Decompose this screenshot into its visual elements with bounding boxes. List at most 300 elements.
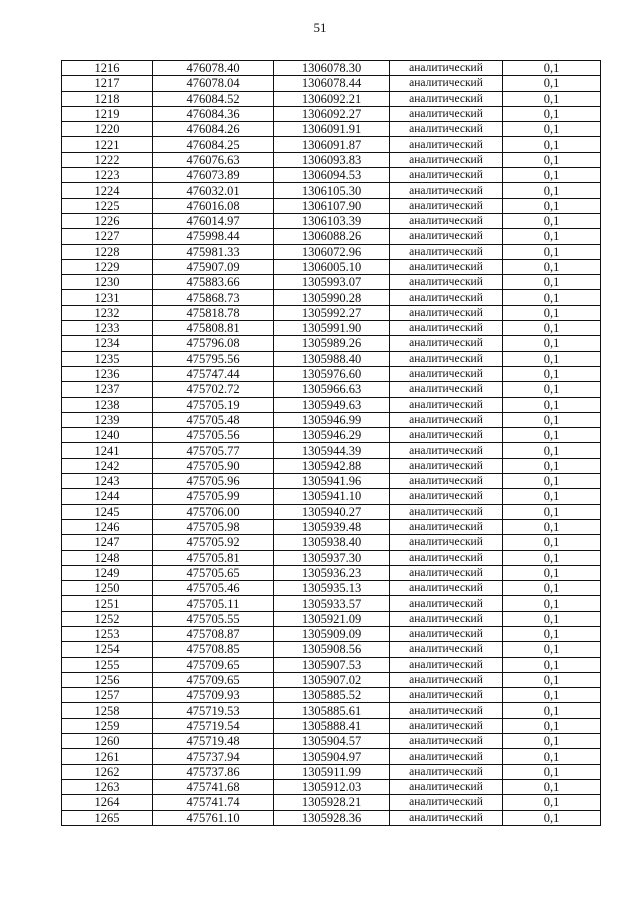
point-number-cell: 1244	[62, 489, 153, 504]
method-cell: аналитический	[390, 596, 503, 611]
method-cell: аналитический	[390, 229, 503, 244]
method-cell: аналитический	[390, 749, 503, 764]
x-coordinate-cell: 475808.81	[153, 321, 274, 336]
table-row	[62, 412, 601, 427]
table-row	[62, 519, 601, 534]
accuracy-cell: 0,1	[503, 550, 601, 565]
coordinates-table-body	[62, 61, 601, 826]
table-row	[62, 275, 601, 290]
y-coordinate-cell: 1306088.26	[274, 229, 390, 244]
y-coordinate-cell: 1305944.39	[274, 443, 390, 458]
point-number-cell: 1254	[62, 642, 153, 657]
x-coordinate-cell: 475705.19	[153, 397, 274, 412]
table-row	[62, 259, 601, 274]
y-coordinate-cell: 1305885.52	[274, 688, 390, 703]
point-number-cell: 1245	[62, 504, 153, 519]
x-coordinate-cell: 475709.65	[153, 657, 274, 672]
method-cell: аналитический	[390, 152, 503, 167]
method-cell: аналитический	[390, 351, 503, 366]
method-cell: аналитический	[390, 183, 503, 198]
y-coordinate-cell: 1305908.56	[274, 642, 390, 657]
point-number-cell: 1255	[62, 657, 153, 672]
table-row	[62, 397, 601, 412]
y-coordinate-cell: 1306103.39	[274, 213, 390, 228]
method-cell: аналитический	[390, 397, 503, 412]
point-number-cell: 1242	[62, 458, 153, 473]
method-cell: аналитический	[390, 213, 503, 228]
accuracy-cell: 0,1	[503, 244, 601, 259]
point-number-cell: 1237	[62, 382, 153, 397]
table-row	[62, 749, 601, 764]
method-cell: аналитический	[390, 137, 503, 152]
accuracy-cell: 0,1	[503, 76, 601, 91]
point-number-cell: 1263	[62, 779, 153, 794]
accuracy-cell: 0,1	[503, 168, 601, 183]
x-coordinate-cell: 475796.08	[153, 336, 274, 351]
x-coordinate-cell: 476084.26	[153, 122, 274, 137]
point-number-cell: 1261	[62, 749, 153, 764]
method-cell: аналитический	[390, 764, 503, 779]
accuracy-cell: 0,1	[503, 61, 601, 76]
accuracy-cell: 0,1	[503, 412, 601, 427]
y-coordinate-cell: 1305907.53	[274, 657, 390, 672]
x-coordinate-cell: 475737.86	[153, 764, 274, 779]
table-row	[62, 596, 601, 611]
y-coordinate-cell: 1306092.21	[274, 91, 390, 106]
y-coordinate-cell: 1306107.90	[274, 198, 390, 213]
y-coordinate-cell: 1305928.36	[274, 810, 390, 825]
table-row	[62, 290, 601, 305]
method-cell: аналитический	[390, 779, 503, 794]
x-coordinate-cell: 475705.99	[153, 489, 274, 504]
accuracy-cell: 0,1	[503, 703, 601, 718]
method-cell: аналитический	[390, 198, 503, 213]
table-row	[62, 672, 601, 687]
method-cell: аналитический	[390, 259, 503, 274]
accuracy-cell: 0,1	[503, 504, 601, 519]
accuracy-cell: 0,1	[503, 535, 601, 550]
x-coordinate-cell: 475705.48	[153, 412, 274, 427]
method-cell: аналитический	[390, 336, 503, 351]
x-coordinate-cell: 475705.77	[153, 443, 274, 458]
point-number-cell: 1264	[62, 795, 153, 810]
method-cell: аналитический	[390, 443, 503, 458]
coordinates-table	[61, 60, 601, 826]
y-coordinate-cell: 1306078.44	[274, 76, 390, 91]
point-number-cell: 1236	[62, 366, 153, 381]
point-number-cell: 1240	[62, 428, 153, 443]
accuracy-cell: 0,1	[503, 581, 601, 596]
accuracy-cell: 0,1	[503, 626, 601, 641]
table-row	[62, 321, 601, 336]
y-coordinate-cell: 1305938.40	[274, 535, 390, 550]
table-row	[62, 244, 601, 259]
table-row	[62, 183, 601, 198]
table-row	[62, 152, 601, 167]
table-row	[62, 91, 601, 106]
y-coordinate-cell: 1305933.57	[274, 596, 390, 611]
method-cell: аналитический	[390, 581, 503, 596]
method-cell: аналитический	[390, 290, 503, 305]
table-row	[62, 703, 601, 718]
method-cell: аналитический	[390, 474, 503, 489]
accuracy-cell: 0,1	[503, 229, 601, 244]
x-coordinate-cell: 475719.54	[153, 718, 274, 733]
y-coordinate-cell: 1305907.02	[274, 672, 390, 687]
method-cell: аналитический	[390, 565, 503, 580]
x-coordinate-cell: 475706.00	[153, 504, 274, 519]
accuracy-cell: 0,1	[503, 91, 601, 106]
table-row	[62, 61, 601, 76]
accuracy-cell: 0,1	[503, 397, 601, 412]
method-cell: аналитический	[390, 718, 503, 733]
table-row	[62, 581, 601, 596]
method-cell: аналитический	[390, 168, 503, 183]
method-cell: аналитический	[390, 657, 503, 672]
point-number-cell: 1227	[62, 229, 153, 244]
accuracy-cell: 0,1	[503, 489, 601, 504]
y-coordinate-cell: 1305904.97	[274, 749, 390, 764]
x-coordinate-cell: 475761.10	[153, 810, 274, 825]
method-cell: аналитический	[390, 122, 503, 137]
y-coordinate-cell: 1305966.63	[274, 382, 390, 397]
point-number-cell: 1220	[62, 122, 153, 137]
method-cell: аналитический	[390, 412, 503, 427]
point-number-cell: 1235	[62, 351, 153, 366]
y-coordinate-cell: 1305976.60	[274, 366, 390, 381]
x-coordinate-cell: 475705.98	[153, 519, 274, 534]
point-number-cell: 1217	[62, 76, 153, 91]
y-coordinate-cell: 1305936.23	[274, 565, 390, 580]
point-number-cell: 1225	[62, 198, 153, 213]
method-cell: аналитический	[390, 321, 503, 336]
method-cell: аналитический	[390, 642, 503, 657]
table-row	[62, 734, 601, 749]
x-coordinate-cell: 475702.72	[153, 382, 274, 397]
point-number-cell: 1229	[62, 259, 153, 274]
point-number-cell: 1265	[62, 810, 153, 825]
accuracy-cell: 0,1	[503, 290, 601, 305]
x-coordinate-cell: 475708.85	[153, 642, 274, 657]
point-number-cell: 1246	[62, 519, 153, 534]
x-coordinate-cell: 475705.56	[153, 428, 274, 443]
y-coordinate-cell: 1305949.63	[274, 397, 390, 412]
y-coordinate-cell: 1306093.83	[274, 152, 390, 167]
table-row	[62, 122, 601, 137]
table-row	[62, 779, 601, 794]
method-cell: аналитический	[390, 626, 503, 641]
accuracy-cell: 0,1	[503, 810, 601, 825]
y-coordinate-cell: 1305989.26	[274, 336, 390, 351]
point-number-cell: 1226	[62, 213, 153, 228]
method-cell: аналитический	[390, 810, 503, 825]
table-row	[62, 428, 601, 443]
method-cell: аналитический	[390, 672, 503, 687]
y-coordinate-cell: 1306094.53	[274, 168, 390, 183]
x-coordinate-cell: 475883.66	[153, 275, 274, 290]
method-cell: аналитический	[390, 489, 503, 504]
y-coordinate-cell: 1306091.91	[274, 122, 390, 137]
point-number-cell: 1262	[62, 764, 153, 779]
x-coordinate-cell: 476084.52	[153, 91, 274, 106]
accuracy-cell: 0,1	[503, 366, 601, 381]
point-number-cell: 1256	[62, 672, 153, 687]
accuracy-cell: 0,1	[503, 321, 601, 336]
table-row	[62, 535, 601, 550]
x-coordinate-cell: 476078.40	[153, 61, 274, 76]
x-coordinate-cell: 475998.44	[153, 229, 274, 244]
y-coordinate-cell: 1305928.21	[274, 795, 390, 810]
accuracy-cell: 0,1	[503, 657, 601, 672]
point-number-cell: 1231	[62, 290, 153, 305]
point-number-cell: 1219	[62, 106, 153, 121]
method-cell: аналитический	[390, 106, 503, 121]
method-cell: аналитический	[390, 688, 503, 703]
table-row	[62, 137, 601, 152]
method-cell: аналитический	[390, 244, 503, 259]
y-coordinate-cell: 1305946.99	[274, 412, 390, 427]
method-cell: аналитический	[390, 703, 503, 718]
point-number-cell: 1230	[62, 275, 153, 290]
accuracy-cell: 0,1	[503, 718, 601, 733]
point-number-cell: 1248	[62, 550, 153, 565]
method-cell: аналитический	[390, 76, 503, 91]
y-coordinate-cell: 1305992.27	[274, 305, 390, 320]
table-row	[62, 106, 601, 121]
accuracy-cell: 0,1	[503, 336, 601, 351]
table-row	[62, 489, 601, 504]
method-cell: аналитический	[390, 611, 503, 626]
x-coordinate-cell: 476016.08	[153, 198, 274, 213]
table-row	[62, 611, 601, 626]
y-coordinate-cell: 1305888.41	[274, 718, 390, 733]
y-coordinate-cell: 1305935.13	[274, 581, 390, 596]
table-row	[62, 229, 601, 244]
table-row	[62, 168, 601, 183]
method-cell: аналитический	[390, 519, 503, 534]
accuracy-cell: 0,1	[503, 443, 601, 458]
y-coordinate-cell: 1305940.27	[274, 504, 390, 519]
table-row	[62, 458, 601, 473]
x-coordinate-cell: 476084.25	[153, 137, 274, 152]
method-cell: аналитический	[390, 550, 503, 565]
x-coordinate-cell: 475719.48	[153, 734, 274, 749]
accuracy-cell: 0,1	[503, 519, 601, 534]
page-number: 51	[313, 20, 327, 35]
accuracy-cell: 0,1	[503, 596, 601, 611]
point-number-cell: 1241	[62, 443, 153, 458]
accuracy-cell: 0,1	[503, 183, 601, 198]
table-row	[62, 688, 601, 703]
y-coordinate-cell: 1305993.07	[274, 275, 390, 290]
method-cell: аналитический	[390, 428, 503, 443]
table-row	[62, 336, 601, 351]
point-number-cell: 1218	[62, 91, 153, 106]
method-cell: аналитический	[390, 275, 503, 290]
x-coordinate-cell: 475705.46	[153, 581, 274, 596]
table-row	[62, 810, 601, 825]
point-number-cell: 1258	[62, 703, 153, 718]
table-row	[62, 198, 601, 213]
point-number-cell: 1228	[62, 244, 153, 259]
method-cell: аналитический	[390, 91, 503, 106]
accuracy-cell: 0,1	[503, 152, 601, 167]
x-coordinate-cell: 476073.89	[153, 168, 274, 183]
x-coordinate-cell: 475868.73	[153, 290, 274, 305]
point-number-cell: 1260	[62, 734, 153, 749]
y-coordinate-cell: 1306105.30	[274, 183, 390, 198]
accuracy-cell: 0,1	[503, 428, 601, 443]
accuracy-cell: 0,1	[503, 672, 601, 687]
table-row	[62, 795, 601, 810]
point-number-cell: 1222	[62, 152, 153, 167]
y-coordinate-cell: 1305946.29	[274, 428, 390, 443]
table-row	[62, 351, 601, 366]
accuracy-cell: 0,1	[503, 474, 601, 489]
table-row	[62, 76, 601, 91]
point-number-cell: 1243	[62, 474, 153, 489]
x-coordinate-cell: 475705.90	[153, 458, 274, 473]
table-row	[62, 642, 601, 657]
accuracy-cell: 0,1	[503, 611, 601, 626]
y-coordinate-cell: 1305911.99	[274, 764, 390, 779]
accuracy-cell: 0,1	[503, 382, 601, 397]
x-coordinate-cell: 475709.93	[153, 688, 274, 703]
table-row	[62, 213, 601, 228]
method-cell: аналитический	[390, 535, 503, 550]
y-coordinate-cell: 1306005.10	[274, 259, 390, 274]
point-number-cell: 1233	[62, 321, 153, 336]
method-cell: аналитический	[390, 504, 503, 519]
accuracy-cell: 0,1	[503, 688, 601, 703]
point-number-cell: 1259	[62, 718, 153, 733]
accuracy-cell: 0,1	[503, 779, 601, 794]
point-number-cell: 1221	[62, 137, 153, 152]
accuracy-cell: 0,1	[503, 749, 601, 764]
x-coordinate-cell: 475705.65	[153, 565, 274, 580]
x-coordinate-cell: 475741.68	[153, 779, 274, 794]
table-row	[62, 382, 601, 397]
table-row	[62, 626, 601, 641]
x-coordinate-cell: 476032.01	[153, 183, 274, 198]
table-row	[62, 657, 601, 672]
accuracy-cell: 0,1	[503, 764, 601, 779]
point-number-cell: 1223	[62, 168, 153, 183]
y-coordinate-cell: 1305941.96	[274, 474, 390, 489]
x-coordinate-cell: 475818.78	[153, 305, 274, 320]
method-cell: аналитический	[390, 366, 503, 381]
x-coordinate-cell: 475981.33	[153, 244, 274, 259]
accuracy-cell: 0,1	[503, 642, 601, 657]
point-number-cell: 1239	[62, 412, 153, 427]
x-coordinate-cell: 475708.87	[153, 626, 274, 641]
x-coordinate-cell: 475795.56	[153, 351, 274, 366]
point-number-cell: 1216	[62, 61, 153, 76]
x-coordinate-cell: 475705.55	[153, 611, 274, 626]
point-number-cell: 1257	[62, 688, 153, 703]
x-coordinate-cell: 475719.53	[153, 703, 274, 718]
accuracy-cell: 0,1	[503, 305, 601, 320]
y-coordinate-cell: 1305909.09	[274, 626, 390, 641]
x-coordinate-cell: 475705.81	[153, 550, 274, 565]
table-row	[62, 550, 601, 565]
y-coordinate-cell: 1305988.40	[274, 351, 390, 366]
y-coordinate-cell: 1305921.09	[274, 611, 390, 626]
point-number-cell: 1249	[62, 565, 153, 580]
y-coordinate-cell: 1305885.61	[274, 703, 390, 718]
table-row	[62, 504, 601, 519]
point-number-cell: 1224	[62, 183, 153, 198]
point-number-cell: 1238	[62, 397, 153, 412]
y-coordinate-cell: 1305942.88	[274, 458, 390, 473]
x-coordinate-cell: 476014.97	[153, 213, 274, 228]
method-cell: аналитический	[390, 382, 503, 397]
x-coordinate-cell: 475709.65	[153, 672, 274, 687]
accuracy-cell: 0,1	[503, 122, 601, 137]
point-number-cell: 1247	[62, 535, 153, 550]
table-row	[62, 565, 601, 580]
x-coordinate-cell: 475907.09	[153, 259, 274, 274]
point-number-cell: 1250	[62, 581, 153, 596]
x-coordinate-cell: 475741.74	[153, 795, 274, 810]
y-coordinate-cell: 1305990.28	[274, 290, 390, 305]
table-row	[62, 366, 601, 381]
method-cell: аналитический	[390, 458, 503, 473]
accuracy-cell: 0,1	[503, 275, 601, 290]
y-coordinate-cell: 1306091.87	[274, 137, 390, 152]
table-row	[62, 718, 601, 733]
y-coordinate-cell: 1306072.96	[274, 244, 390, 259]
accuracy-cell: 0,1	[503, 259, 601, 274]
accuracy-cell: 0,1	[503, 137, 601, 152]
accuracy-cell: 0,1	[503, 106, 601, 121]
y-coordinate-cell: 1306078.30	[274, 61, 390, 76]
x-coordinate-cell: 475705.11	[153, 596, 274, 611]
y-coordinate-cell: 1305912.03	[274, 779, 390, 794]
y-coordinate-cell: 1306092.27	[274, 106, 390, 121]
y-coordinate-cell: 1305939.48	[274, 519, 390, 534]
accuracy-cell: 0,1	[503, 458, 601, 473]
point-number-cell: 1234	[62, 336, 153, 351]
accuracy-cell: 0,1	[503, 351, 601, 366]
method-cell: аналитический	[390, 734, 503, 749]
point-number-cell: 1251	[62, 596, 153, 611]
table-row	[62, 764, 601, 779]
y-coordinate-cell: 1305904.57	[274, 734, 390, 749]
x-coordinate-cell: 475737.94	[153, 749, 274, 764]
accuracy-cell: 0,1	[503, 198, 601, 213]
y-coordinate-cell: 1305991.90	[274, 321, 390, 336]
table-row	[62, 474, 601, 489]
accuracy-cell: 0,1	[503, 213, 601, 228]
method-cell: аналитический	[390, 795, 503, 810]
x-coordinate-cell: 476078.04	[153, 76, 274, 91]
accuracy-cell: 0,1	[503, 795, 601, 810]
x-coordinate-cell: 476084.36	[153, 106, 274, 121]
point-number-cell: 1252	[62, 611, 153, 626]
y-coordinate-cell: 1305941.10	[274, 489, 390, 504]
y-coordinate-cell: 1305937.30	[274, 550, 390, 565]
x-coordinate-cell: 475747.44	[153, 366, 274, 381]
point-number-cell: 1232	[62, 305, 153, 320]
table-row	[62, 443, 601, 458]
x-coordinate-cell: 475705.96	[153, 474, 274, 489]
method-cell: аналитический	[390, 61, 503, 76]
accuracy-cell: 0,1	[503, 565, 601, 580]
point-number-cell: 1253	[62, 626, 153, 641]
x-coordinate-cell: 476076.63	[153, 152, 274, 167]
method-cell: аналитический	[390, 305, 503, 320]
